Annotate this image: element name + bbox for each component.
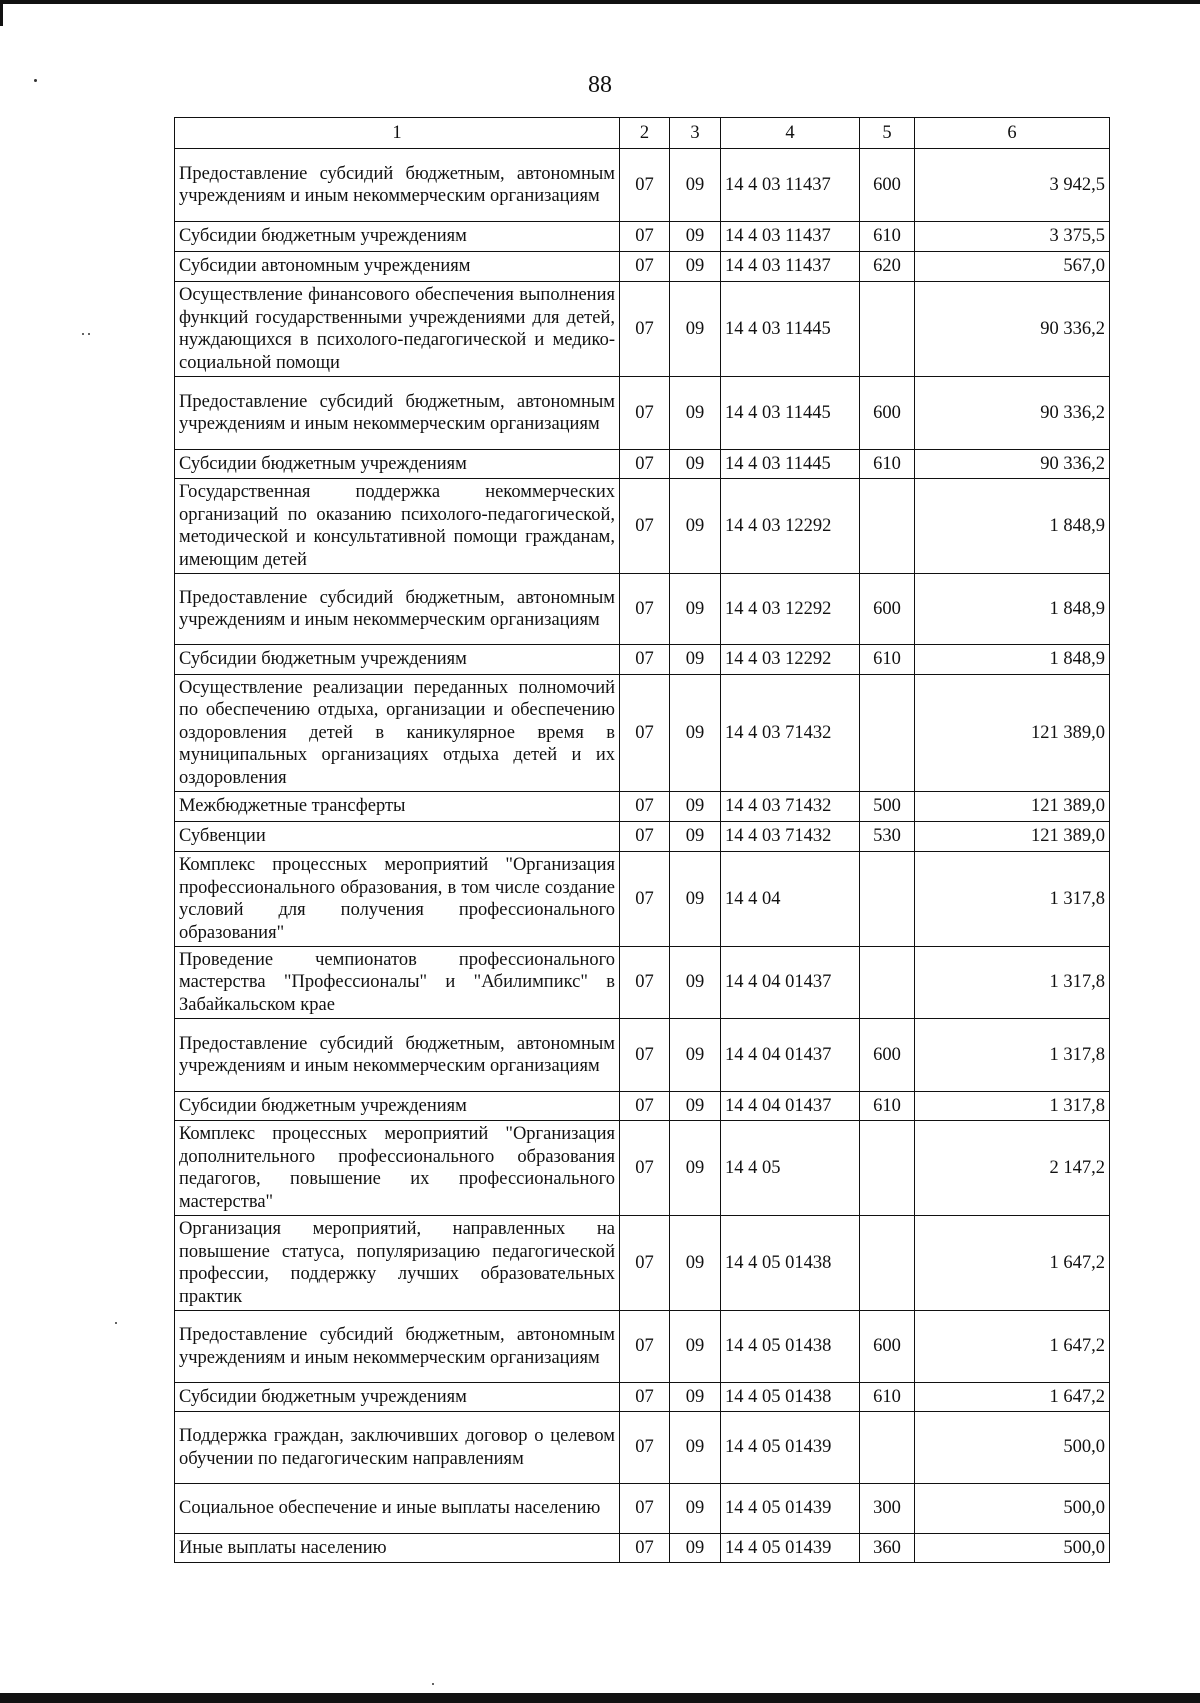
row-target-article-cell: 14 4 04 01437: [721, 1092, 860, 1121]
row-subsection-cell: 09: [670, 1412, 721, 1484]
row-expense-type-cell: 600: [860, 377, 915, 450]
scan-speck: [432, 1683, 434, 1685]
row-target-article-cell: 14 4 04 01437: [721, 947, 860, 1019]
row-target-article-cell: 14 4 03 11445: [721, 282, 860, 377]
row-target-article-cell: 14 4 05: [721, 1121, 860, 1216]
row-section-cell: 07: [620, 479, 670, 574]
row-target-article-cell: 14 4 03 71432: [721, 822, 860, 852]
row-expense-type-cell: 620: [860, 252, 915, 282]
table-row: [175, 822, 1110, 852]
row-name-cell: Субсидии бюджетным учреждениям: [175, 645, 620, 675]
table-row: [175, 149, 1110, 222]
row-subsection-cell: 09: [670, 1092, 721, 1121]
scan-border-bottom: [0, 1693, 1200, 1703]
table-row: [175, 282, 1110, 377]
table-row: [175, 1484, 1110, 1534]
row-amount-cell: 500,0: [915, 1412, 1110, 1484]
table-row: [175, 1121, 1110, 1216]
row-expense-type-cell: [860, 947, 915, 1019]
row-name-cell: Проведение чемпионатов профессионального мастерства "Профессионалы" и "Абилимпикс" в Забайкальском крае: [175, 947, 620, 1019]
row-amount-cell: 1 317,8: [915, 1019, 1110, 1092]
row-name-cell: Межбюджетные трансферты: [175, 792, 620, 822]
row-target-article-cell: 14 4 03 11437: [721, 222, 860, 252]
row-section-cell: 07: [620, 149, 670, 222]
row-expense-type-cell: 610: [860, 222, 915, 252]
row-section-cell: 07: [620, 282, 670, 377]
row-name-cell: Субвенции: [175, 822, 620, 852]
row-expense-type-cell: 530: [860, 822, 915, 852]
row-subsection-cell: 09: [670, 852, 721, 947]
row-subsection-cell: 09: [670, 792, 721, 822]
header-cell: 2: [620, 118, 670, 149]
table-row: [175, 792, 1110, 822]
row-amount-cell: 1 647,2: [915, 1311, 1110, 1383]
row-expense-type-cell: [860, 479, 915, 574]
table-row: [175, 1534, 1110, 1563]
row-amount-cell: 1 317,8: [915, 947, 1110, 1019]
scan-speck: [115, 1322, 117, 1324]
row-section-cell: 07: [620, 675, 670, 792]
scan-speck: [88, 333, 90, 335]
table-header-row: [175, 118, 1110, 149]
row-name-cell: Осуществление финансового обеспечения выполнения функций государственными учреждениями для детей, нуждающихся в психолого-педагогической и медико-социальной помощи: [175, 282, 620, 377]
row-amount-cell: 3 942,5: [915, 149, 1110, 222]
row-amount-cell: 500,0: [915, 1484, 1110, 1534]
row-section-cell: 07: [620, 822, 670, 852]
row-target-article-cell: 14 4 04: [721, 852, 860, 947]
row-subsection-cell: 09: [670, 450, 721, 479]
table-row: [175, 645, 1110, 675]
table-row: [175, 450, 1110, 479]
row-expense-type-cell: 600: [860, 574, 915, 645]
row-expense-type-cell: 610: [860, 1092, 915, 1121]
row-target-article-cell: 14 4 03 11445: [721, 450, 860, 479]
row-name-cell: Комплекс процессных мероприятий "Организация профессионального образования, в том числе создание условий для получения профессионального образования": [175, 852, 620, 947]
row-expense-type-cell: 610: [860, 645, 915, 675]
row-subsection-cell: 09: [670, 282, 721, 377]
row-subsection-cell: 09: [670, 675, 721, 792]
row-amount-cell: 90 336,2: [915, 450, 1110, 479]
row-name-cell: Комплекс процессных мероприятий "Организация дополнительного профессионального образования педагогов, повышение их профессионального мастерства": [175, 1121, 620, 1216]
row-name-cell: Организация мероприятий, направленных на повышение статуса, популяризацию педагогической профессии, поддержку лучших образовательных практик: [175, 1216, 620, 1311]
row-expense-type-cell: 600: [860, 1311, 915, 1383]
row-subsection-cell: 09: [670, 1121, 721, 1216]
row-target-article-cell: 14 4 03 11437: [721, 252, 860, 282]
row-amount-cell: 3 375,5: [915, 222, 1110, 252]
row-expense-type-cell: [860, 282, 915, 377]
table-row: [175, 377, 1110, 450]
row-target-article-cell: 14 4 03 12292: [721, 574, 860, 645]
row-section-cell: 07: [620, 1311, 670, 1383]
table-row: [175, 252, 1110, 282]
table-row: [175, 479, 1110, 574]
row-amount-cell: 1 848,9: [915, 479, 1110, 574]
row-subsection-cell: 09: [670, 1311, 721, 1383]
row-amount-cell: 121 389,0: [915, 822, 1110, 852]
row-target-article-cell: 14 4 03 12292: [721, 645, 860, 675]
row-target-article-cell: 14 4 03 71432: [721, 675, 860, 792]
row-target-article-cell: 14 4 03 12292: [721, 479, 860, 574]
table-row: [175, 222, 1110, 252]
row-target-article-cell: 14 4 05 01438: [721, 1311, 860, 1383]
row-expense-type-cell: [860, 1412, 915, 1484]
row-subsection-cell: 09: [670, 252, 721, 282]
row-subsection-cell: 09: [670, 149, 721, 222]
table-row: [175, 1311, 1110, 1383]
row-target-article-cell: 14 4 05 01438: [721, 1383, 860, 1412]
row-subsection-cell: 09: [670, 1484, 721, 1534]
row-section-cell: 07: [620, 947, 670, 1019]
row-expense-type-cell: [860, 1216, 915, 1311]
row-amount-cell: 1 848,9: [915, 574, 1110, 645]
row-amount-cell: 500,0: [915, 1534, 1110, 1563]
table-row: [175, 574, 1110, 645]
row-amount-cell: 90 336,2: [915, 377, 1110, 450]
row-amount-cell: 567,0: [915, 252, 1110, 282]
row-subsection-cell: 09: [670, 1534, 721, 1563]
table-row: [175, 852, 1110, 947]
row-subsection-cell: 09: [670, 1216, 721, 1311]
header-cell: 1: [175, 118, 620, 149]
row-subsection-cell: 09: [670, 947, 721, 1019]
row-section-cell: 07: [620, 1412, 670, 1484]
row-expense-type-cell: [860, 1121, 915, 1216]
row-name-cell: Субсидии автономным учреждениям: [175, 252, 620, 282]
row-target-article-cell: 14 4 05 01439: [721, 1534, 860, 1563]
row-subsection-cell: 09: [670, 1019, 721, 1092]
header-cell: 4: [721, 118, 860, 149]
row-amount-cell: 121 389,0: [915, 792, 1110, 822]
row-amount-cell: 1 317,8: [915, 852, 1110, 947]
row-name-cell: Государственная поддержка некоммерческих организаций по оказанию психолого-педагогической, методической и консультативной помощи гражданам, имеющим детей: [175, 479, 620, 574]
row-section-cell: 07: [620, 1121, 670, 1216]
row-section-cell: 07: [620, 377, 670, 450]
row-expense-type-cell: 600: [860, 149, 915, 222]
row-section-cell: 07: [620, 645, 670, 675]
row-section-cell: 07: [620, 1534, 670, 1563]
row-section-cell: 07: [620, 1484, 670, 1534]
row-subsection-cell: 09: [670, 822, 721, 852]
row-subsection-cell: 09: [670, 377, 721, 450]
row-name-cell: Предоставление субсидий бюджетным, автономным учреждениям и иным некоммерческим организациям: [175, 377, 620, 450]
row-target-article-cell: 14 4 05 01439: [721, 1484, 860, 1534]
row-name-cell: Предоставление субсидий бюджетным, автономным учреждениям и иным некоммерческим организациям: [175, 574, 620, 645]
row-target-article-cell: 14 4 03 11437: [721, 149, 860, 222]
row-target-article-cell: 14 4 05 01439: [721, 1412, 860, 1484]
row-name-cell: Предоставление субсидий бюджетным, автономным учреждениям и иным некоммерческим организациям: [175, 1019, 620, 1092]
row-subsection-cell: 09: [670, 222, 721, 252]
row-target-article-cell: 14 4 03 11445: [721, 377, 860, 450]
scan-speck: [82, 333, 84, 335]
row-name-cell: Иные выплаты населению: [175, 1534, 620, 1563]
row-section-cell: 07: [620, 574, 670, 645]
row-amount-cell: 1 317,8: [915, 1092, 1110, 1121]
row-section-cell: 07: [620, 1383, 670, 1412]
row-amount-cell: 90 336,2: [915, 282, 1110, 377]
row-name-cell: Субсидии бюджетным учреждениям: [175, 1092, 620, 1121]
scan-border-left: [0, 0, 3, 26]
row-name-cell: Субсидии бюджетным учреждениям: [175, 222, 620, 252]
table-row: [175, 1383, 1110, 1412]
row-amount-cell: 1 647,2: [915, 1216, 1110, 1311]
header-cell: 5: [860, 118, 915, 149]
row-name-cell: Осуществление реализации переданных полномочий по обеспечению отдыха, организации и обеспечению оздоровления детей в каникулярное время в муниципальных организациях отдыха детей и их оздоровления: [175, 675, 620, 792]
scan-border-top: [0, 0, 1200, 4]
table-row: [175, 1412, 1110, 1484]
row-expense-type-cell: [860, 675, 915, 792]
row-amount-cell: 2 147,2: [915, 1121, 1110, 1216]
table-row: [175, 675, 1110, 792]
table-row: [175, 1216, 1110, 1311]
row-section-cell: 07: [620, 222, 670, 252]
row-name-cell: Предоставление субсидий бюджетным, автономным учреждениям и иным некоммерческим организациям: [175, 1311, 620, 1383]
row-expense-type-cell: 360: [860, 1534, 915, 1563]
row-section-cell: 07: [620, 450, 670, 479]
row-name-cell: Социальное обеспечение и иные выплаты населению: [175, 1484, 620, 1534]
row-expense-type-cell: 610: [860, 1383, 915, 1412]
header-cell: 3: [670, 118, 721, 149]
row-target-article-cell: 14 4 04 01437: [721, 1019, 860, 1092]
budget-table: [174, 117, 1110, 1563]
row-amount-cell: 121 389,0: [915, 675, 1110, 792]
row-name-cell: Поддержка граждан, заключивших договор о целевом обучении по педагогическим направлениям: [175, 1412, 620, 1484]
row-section-cell: 07: [620, 1092, 670, 1121]
row-name-cell: Предоставление субсидий бюджетным, автономным учреждениям и иным некоммерческим организациям: [175, 149, 620, 222]
table-row: [175, 1019, 1110, 1092]
row-target-article-cell: 14 4 03 71432: [721, 792, 860, 822]
row-expense-type-cell: 500: [860, 792, 915, 822]
table-body: [175, 149, 1110, 1563]
row-section-cell: 07: [620, 1216, 670, 1311]
row-subsection-cell: 09: [670, 1383, 721, 1412]
table-row: [175, 1092, 1110, 1121]
header-cell: 6: [915, 118, 1110, 149]
row-expense-type-cell: [860, 852, 915, 947]
table-row: [175, 947, 1110, 1019]
row-section-cell: 07: [620, 252, 670, 282]
row-expense-type-cell: 610: [860, 450, 915, 479]
page-number: 88: [588, 72, 612, 98]
row-name-cell: Субсидии бюджетным учреждениям: [175, 450, 620, 479]
row-section-cell: 07: [620, 1019, 670, 1092]
row-name-cell: Субсидии бюджетным учреждениям: [175, 1383, 620, 1412]
row-subsection-cell: 09: [670, 645, 721, 675]
row-target-article-cell: 14 4 05 01438: [721, 1216, 860, 1311]
row-subsection-cell: 09: [670, 479, 721, 574]
row-amount-cell: 1 647,2: [915, 1383, 1110, 1412]
row-expense-type-cell: 300: [860, 1484, 915, 1534]
row-subsection-cell: 09: [670, 574, 721, 645]
row-section-cell: 07: [620, 792, 670, 822]
row-expense-type-cell: 600: [860, 1019, 915, 1092]
row-amount-cell: 1 848,9: [915, 645, 1110, 675]
row-section-cell: 07: [620, 852, 670, 947]
